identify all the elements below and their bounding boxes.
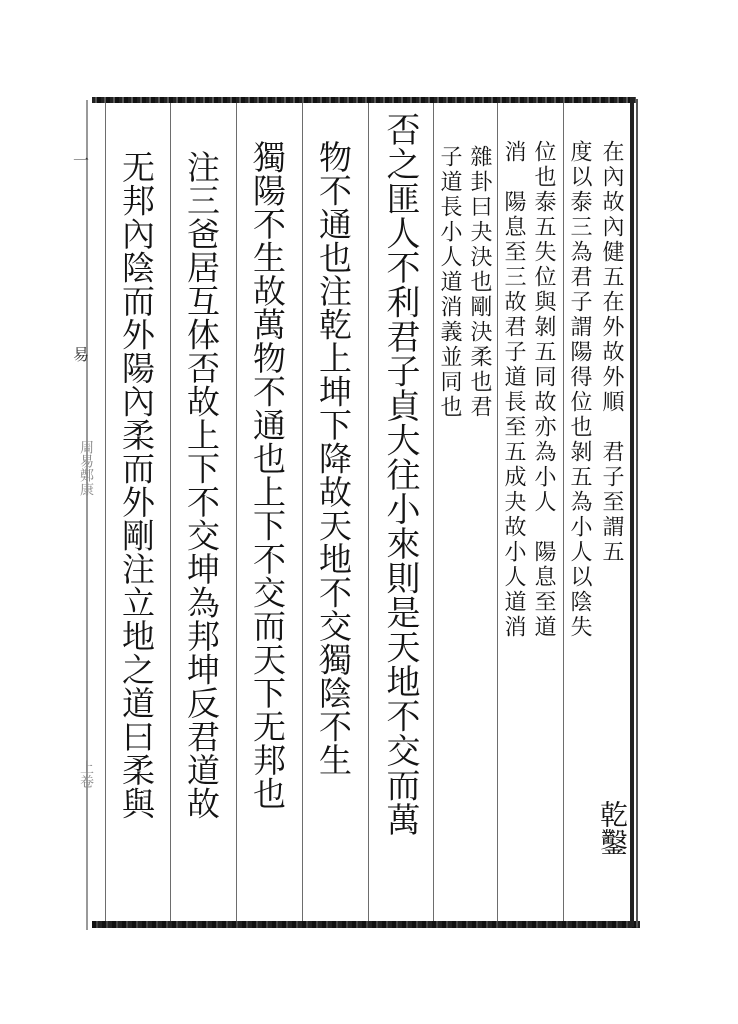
main-text-column: 注三爸居互体否故上下不交坤為邦坤反君道故 bbox=[182, 150, 221, 820]
column-divider bbox=[563, 103, 564, 921]
page-frame-right bbox=[630, 97, 634, 927]
gutter-mark-top: 一 bbox=[72, 151, 89, 170]
column-divider bbox=[105, 103, 106, 921]
main-text-column: 獨陽不生故萬物不通也上下不交而天下无邦也 bbox=[248, 140, 287, 810]
column-divider bbox=[433, 103, 434, 921]
commentary-column: 子道長小人道消義並同也 bbox=[437, 145, 462, 420]
column-divider bbox=[497, 103, 498, 921]
page-frame-top bbox=[92, 97, 636, 103]
column-divider bbox=[170, 103, 171, 921]
gutter-line bbox=[86, 100, 88, 930]
page-frame-bottom bbox=[92, 921, 640, 928]
gutter-mark-middle: 易 bbox=[72, 345, 89, 364]
commentary-column: 消 陽息至三故君子道長至五成夬故小人道消 bbox=[501, 140, 526, 640]
commentary-column: 度以泰三為君子謂陽得位也剝五為小人以陰失 bbox=[567, 140, 592, 640]
commentary-column: 在內故內健五在外故外順 君子至謂五 bbox=[599, 140, 624, 565]
commentary-column: 雜卦曰夬決也剛決柔也君 bbox=[467, 145, 492, 420]
binding-gutter bbox=[70, 100, 96, 930]
main-text-column: 无邦內陰而外陽內柔而外剛注立地之道曰柔與 bbox=[117, 150, 156, 820]
main-text-column: 否之匪人不利君子貞大往小來則是天地不交而萬 bbox=[380, 112, 420, 837]
main-text-column: 物不通也注乾上坤下降故天地不交獨陰不生 bbox=[314, 140, 353, 777]
gutter-title: 周易鄭康 bbox=[78, 440, 94, 496]
column-divider bbox=[302, 103, 303, 921]
page-frame-right-inner bbox=[636, 99, 638, 927]
header-label: 乾鑿 bbox=[596, 800, 629, 856]
gutter-folio: 上卷 bbox=[78, 760, 94, 788]
column-divider bbox=[368, 103, 369, 921]
commentary-column: 位也泰五失位與剝五同故亦為小人 陽息至道 bbox=[531, 140, 556, 640]
column-divider bbox=[236, 103, 237, 921]
